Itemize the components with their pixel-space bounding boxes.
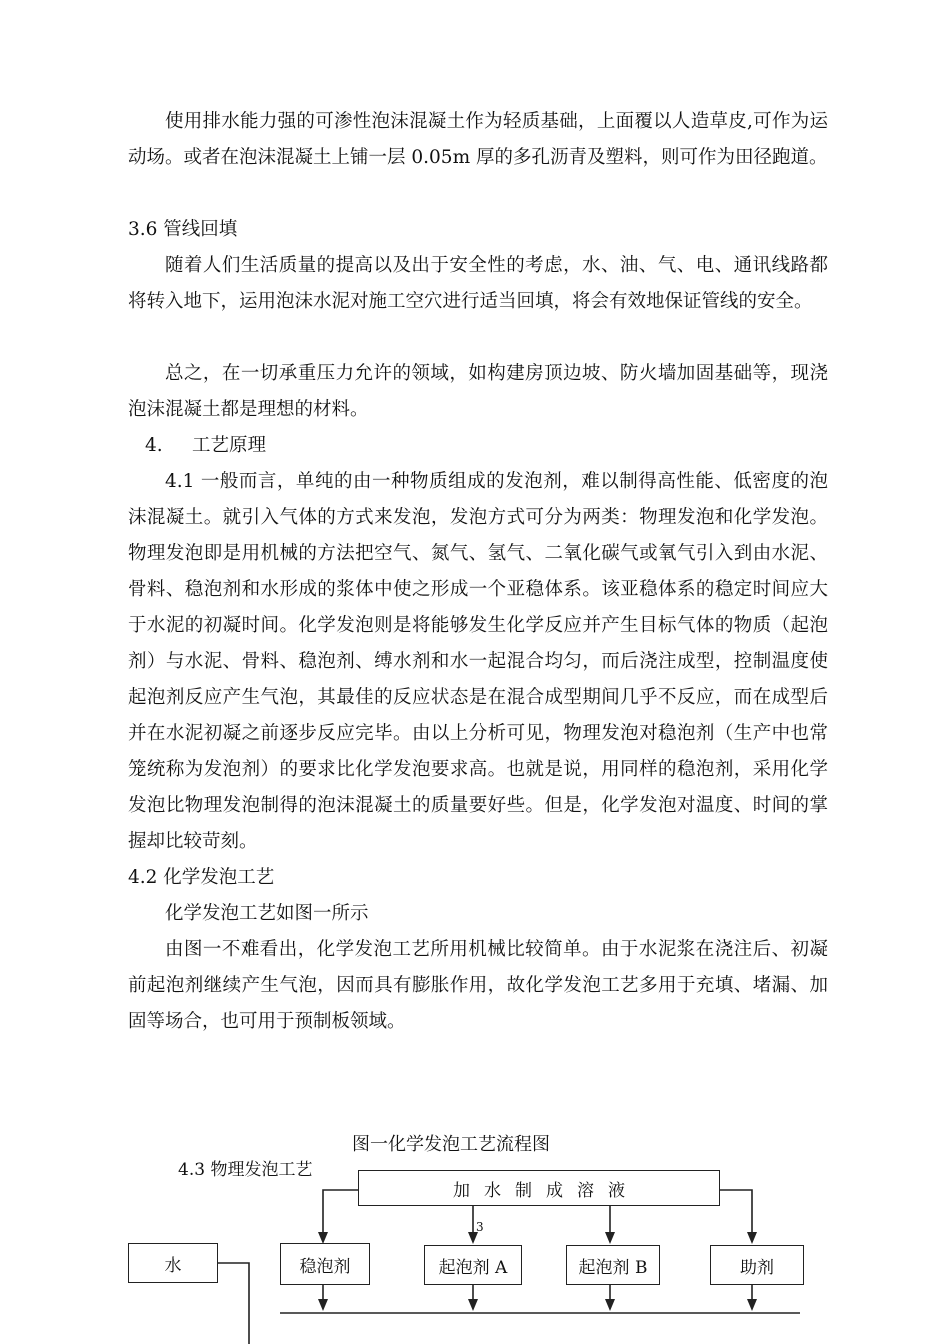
paragraph-4-2-body: 由图一不难看出，化学发泡工艺所用机械比较简单。由于水泥浆在浇注后、初凝前起泡剂继续产生气泡，因而具有膨胀作用，故化学发泡工艺多用于充填、堵漏、加固等场合，也可用于预制板领域。 [128, 939, 828, 1032]
heading-4-number: 4. [145, 435, 163, 456]
box-stabilizer: 稳泡剂 [280, 1243, 370, 1285]
box-foaming-agent-b: 起泡剂 B [566, 1245, 660, 1285]
box-make-solution: 加水制成溶液 [358, 1170, 720, 1206]
heading-3-6: 3.6 管线回填 [128, 219, 238, 240]
heading-4-title: 工艺原理 [192, 435, 267, 456]
box-water: 水 [128, 1243, 218, 1283]
paragraph-sports-field: 使用排水能力强的可渗性泡沫混凝土作为轻质基础，上面覆以人造草皮,可作为运动场。或者在泡沫混凝土上铺一层 0.05m 厚的多孔沥青及塑料，则可作为田径跑道。 [128, 111, 828, 168]
paragraph-figure-ref: 化学发泡工艺如图一所示 [165, 903, 369, 924]
box-additive: 助剂 [710, 1245, 804, 1285]
paragraph-pipeline-backfill: 随着人们生活质量的提高以及出于安全性的考虑，水、油、气、电、通讯线路都将转入地下，运用泡沫水泥对施工空穴进行适当回填，将会有效地保证管线的安全。 [128, 255, 828, 312]
paragraph-summary: 总之，在一切承重压力允许的领域，如构建房顶边坡、防火墙加固基础等，现浇泡沫混凝土都是理想的材料。 [128, 363, 828, 420]
page-number: 3 [476, 1220, 484, 1234]
figure-caption: 图一化学发泡工艺流程图 [352, 1134, 550, 1155]
box-foaming-agent-a: 起泡剂 A [424, 1245, 522, 1285]
heading-4-2: 4.2 化学发泡工艺 [128, 867, 275, 888]
heading-4-3: 4.3 物理发泡工艺 [178, 1160, 313, 1180]
paragraph-4-1: 4.1 一般而言，单纯的由一种物质组成的发泡剂，难以制得高性能、低密度的泡沫混凝土。就引入气体的方式来发泡，发泡方式可分为两类：物理发泡和化学发泡。物理发泡即是用机械的方法把空气、氮气、氢气、二氧化碳气或氧气引入到由水泥、骨料、稳泡剂和水形成的浆体中使之形成一个亚稳体系。该亚稳体系的稳定时间应大于水泥的初凝时间。化学发泡则是将能够发生化学反应并产生目标气体的物质（起泡剂）与水泥、骨料、稳泡剂、缚水剂和水一起混合均匀，而后浇注成型，控制温度使起泡剂反应产生气泡，其最佳的反应状态是在混合成型期间几乎不反应，而在成型后并在水泥初凝之前逐步反应完毕。由以上分析可见，物理发泡对稳泡剂（生产中也常笼统称为发泡剂）的要求比化学发泡要求高。也就是说，用同样的稳泡剂，采用化学发泡比物理发泡制得的泡沫混凝土的质量要好些。但是，化学发泡对温度、时间的掌握却比较苛刻。 [128, 471, 828, 852]
